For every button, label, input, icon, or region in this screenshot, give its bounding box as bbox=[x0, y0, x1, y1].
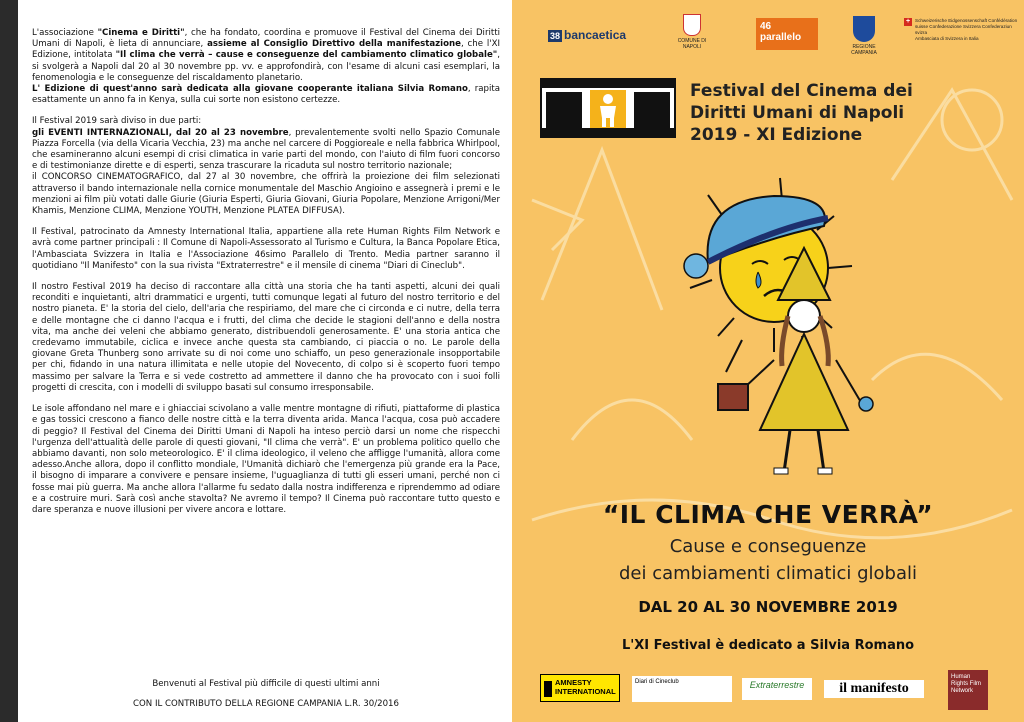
press-release-text bbox=[32, 28, 500, 718]
human-rights-film-network-logo: Human Rights Film Network bbox=[948, 670, 988, 710]
swiss-embassy-logo: + Schweizerische Eidgenossenschaft Confédération suisse Confederazione Svizzera Confederaziun svizra Ambasciata di Svizzera in Italia bbox=[905, 18, 1018, 41]
diari-cineclub-logo: Diari di Cineclub bbox=[632, 676, 732, 702]
paragraph-dedication: L' Edizione di quest'anno sarà dedicata alla giovane cooperante italiana Silvia Romano, rapita esattamente un anno fa in Kenya, sulla cui sorte non esistono certezze. bbox=[32, 84, 500, 106]
partner-logos-top bbox=[512, 14, 1024, 60]
subtitle-line-2: dei cambiamenti climatici globali bbox=[619, 563, 917, 584]
paragraph-islands: Le isole affondano nel mare e i ghiacciai scivolano a valle mentre montagne di rifiuti, piattaforme di plastica e gas tossici crescono a fianco delle nostre città e la terra diventa arida. Manca l'acqua, cosa può accadere di peggio? Il Festival del Cinema dei Diritti Umani di Napoli ha inteso perciò darsi un nome che rispecchi l'urgenza dell'attualità delle parole di questi giovani, "Il clima che verrà". E' un problema politico quello che abbiamo davanti, non solo meteorologico. E' il clima ideologico, il veleno che affligge l'umanità, allora come adesso.Anche allora, dopo il conflitto mondiale, l'Umanità dichiarò che l'emergenza più grande era la Pace, il bisogno di imparare a convivere e pensare insieme, l'uguaglianza di tutti gli esseri umani, perché non ci fosse mai più guerra. Ma anche allora l'allarme fu sedato dalla nostra indifferenza e riprendemmo ad odiare e a costruire muri. Sarà così anche stavolta? Ne avremo il tempo? Il Cinema può raccontare tutto questo e dare speranza e nuove illusioni per vivere ancora e lottare. bbox=[32, 404, 500, 515]
welcome-line: Benvenuti al Festival più difficile di questi ultimi anni bbox=[152, 679, 380, 689]
paragraph-international-events: gli EVENTI INTERNAZIONALI, dal 20 al 23 novembre, prevalentemente svolti nello Spazio Comunale Piazza Forcella (via della Vicaria Vecchia, 23) ma anche nel carcere di Poggioreale e nella fabbrica Whirlpool, che esamineranno alcuni esempi di crisi climatica in varie parti del mondo, con l'aiuto di film fuori concorso e di testimonianze dirette e di esperti, senza trascurare la ricaduta sul nostro territorio nazionale; bbox=[32, 127, 500, 172]
paragraph-story: Il nostro Festival 2019 ha deciso di raccontare alla città una storia che ha tanti aspetti, alcuni dei quali reconditi e inquietanti, altri drammatici e urgenti, tutti comunque legati al futuro del nostro territorio e del nostro pianeta. E' la storia del cielo, dell'aria che respiriamo, del mare che ci circonda e ci nutre, della terra e delle montagne che ci danno l'acqua e i frutti, del clima che decide le stagioni dell'anno e della nostra vita, ma anche dei veleni che abbiamo generato, distribuendoli generosamente. E' una storia antica che credevamo immutabile, ciclica e invece anche questa sta cambiando, ci piaccia o no. Le parole della giovane Greta Thunberg sono arrivate su di noi come uno schiaffo, un peso generazionale insopportabile per chi, fidando in una natura illimitata e nelle utopie del Novecento, di colpo si è scoperto fuori tempo massimo per salvare la Terra e si vede costretto ad ammettere il danno che ha provocato con i suoi folli progetti di crescita, con i modelli di sviluppo basati sul consumo irresponsabile. bbox=[32, 282, 500, 393]
extraterrestre-logo: Extraterrestre bbox=[742, 678, 812, 700]
regione-campania-logo: REGIONE CAMPANIA bbox=[844, 16, 884, 56]
partner-logos-bottom bbox=[512, 670, 1024, 710]
contribution-line: CON IL CONTRIBUTO DELLA REGIONE CAMPANIA L.R. 30/2016 bbox=[133, 699, 399, 709]
bancaetica-logo: 38 bancaetica bbox=[550, 28, 627, 42]
il-manifesto-logo: il manifesto bbox=[824, 680, 924, 698]
paragraph-partners: Il Festival, patrocinato da Amnesty International Italia, appartiene alla rete Human Rights Film Network e avrà come partner principali : Il Comune di Napoli-Assessorato al Turismo e Cultura, la Banca Popolare Etica, l'Ambasciata Svizzera in Italia e l'Associazione 46simo Parallelo di Trento. Media partner saranno il quotidiano "Il Manifesto" con la sua rivista "Extraterrestre" e il mensile di cinema "Diari di Cineclub". bbox=[32, 227, 500, 271]
paragraph-competition: il CONCORSO CINEMATOGRAFICO, dal 27 al 30 novembre, che offrirà la proiezione dei film selezionati attraverso il bando internazionale nella cornice monumentale del Maschio Angioino e assegnerà i premi e le menzioni ai film più votati dalle Giurie (Giuria Esperti, Giuria Giovani, Giuria Popolare, Menzione Arrigoni/Mer Khamis, Menzione CLIMA, Menzione YOUTH, Menzione PLATEA DIFFUSA). bbox=[32, 172, 500, 217]
festival-dates: DAL 20 AL 30 NOVEMBRE 2019 bbox=[638, 598, 898, 616]
comune-napoli-logo: COMUNE DI NAPOLI bbox=[672, 14, 712, 50]
girl-head bbox=[788, 300, 820, 332]
poster-panel bbox=[512, 0, 1024, 722]
slogan-title: “IL CLIMA CHE VERRÀ” bbox=[602, 500, 934, 529]
subtitle-line-1: Cause e conseguenze bbox=[669, 536, 867, 557]
amnesty-logo: AMNESTY INTERNATIONAL bbox=[540, 674, 620, 702]
festival-title: Festival del Cinema dei Diritti Umani di Napoli 2019 - XI Edizione bbox=[690, 81, 913, 145]
paragraph-structure: Il Festival 2019 sarà diviso in due parti: bbox=[32, 116, 202, 127]
parallelo-logo: 46 parallelo bbox=[756, 18, 818, 50]
dedication-line: L'XI Festival è dedicato a Silvia Romano bbox=[621, 638, 915, 653]
left-dark-border bbox=[0, 0, 18, 722]
paragraph-intro: L'associazione "Cinema e Diritti", che ha fondato, coordina e promuove il Festival del Cinema dei Diritti Umani di Napoli, è lieta di annunciare, assieme al Consiglio Direttivo della manifestazione, che l'XI Edizione, intitolata "Il clima che verrà – cause e conseguenze del cambiamento climatico globale", si svolgerà a Napoli dal 20 al 30 novembre pp. vv. e approfondirà, con l'esame di alcuni casi esemplari, la fenomenologia e le conseguenze del riscaldamento planetario. bbox=[32, 28, 501, 83]
bottle-jar bbox=[718, 384, 748, 410]
person-icon bbox=[590, 90, 626, 128]
festival-logo-filmstrip bbox=[540, 78, 676, 138]
